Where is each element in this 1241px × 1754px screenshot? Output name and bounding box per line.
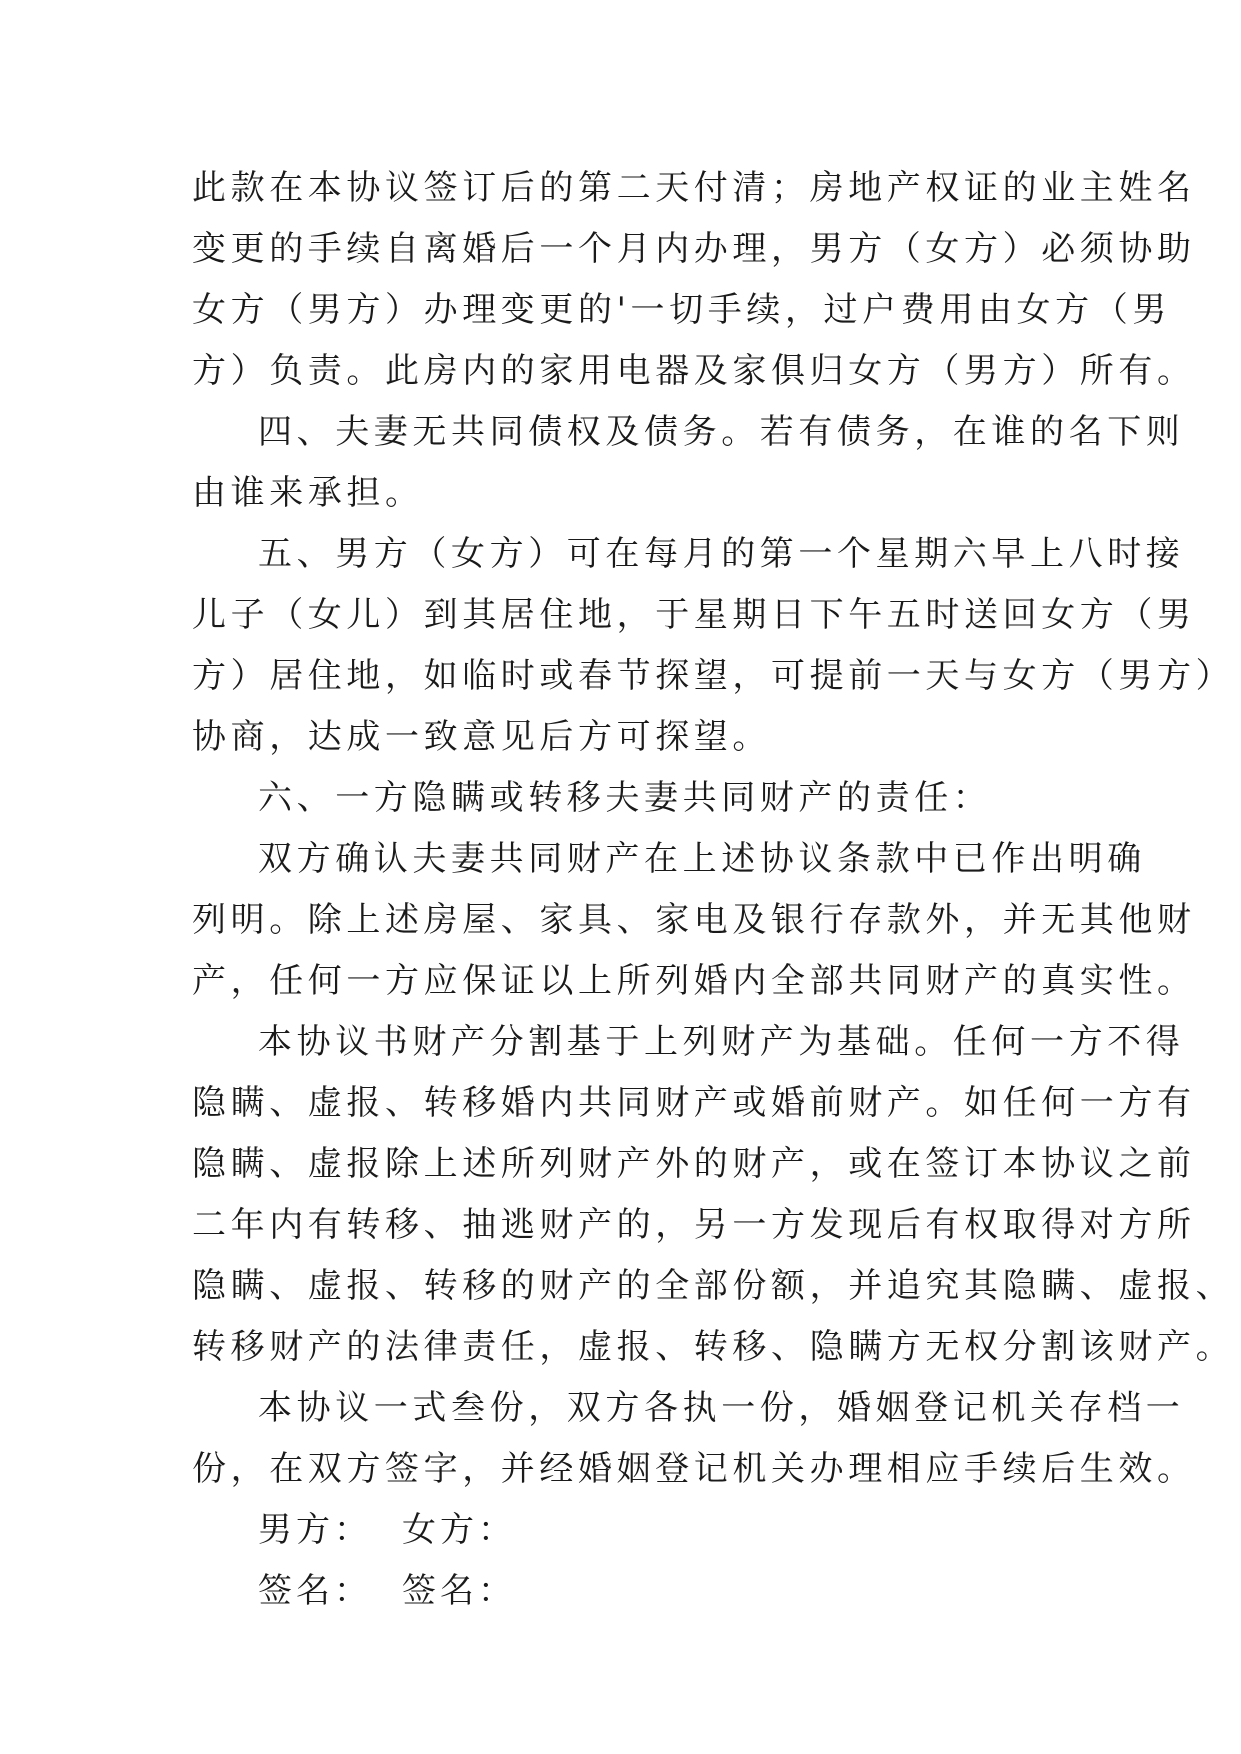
document-page — [192, 158, 1235, 1622]
text-line: 隐瞒、虚报、转移婚内共同财产或婚前财产。如任何一方有 — [192, 1083, 1196, 1123]
signature-row — [192, 1561, 1058, 1622]
clause-five: 五、男方（女方）可在每月的第一个星期六早上八时接 — [258, 534, 1185, 574]
text-line: 转移财产的法律责任，虚报、转移、隐瞒方无权分割该财产。 — [192, 1327, 1235, 1367]
paragraph-start: 本协议一式叁份，双方各执一份，婚姻登记机关存档一 — [258, 1388, 1185, 1428]
text-line: 隐瞒、虚报除上述所列财产外的财产，或在签订本协议之前 — [192, 1144, 1196, 1184]
text-line: 此款在本协议签订后的第二天付清；房地产权证的业主姓名 — [192, 168, 1196, 208]
text-line: 列明。除上述房屋、家具、家电及银行存款外，并无其他财 — [192, 900, 1196, 940]
text-line: 份，在双方签字，并经婚姻登记机关办理相应手续后生效。 — [192, 1449, 1196, 1489]
male-party-label: 男方： — [258, 1510, 372, 1550]
male-signature-label: 签名： — [258, 1571, 372, 1611]
text-line: 产，任何一方应保证以上所列婚内全部共同财产的真实性。 — [192, 961, 1196, 1001]
text-line: 二年内有转移、抽逃财产的，另一方发现后有权取得对方所 — [192, 1205, 1196, 1245]
text-line: 变更的手续自离婚后一个月内办理，男方（女方）必须协助 — [192, 229, 1196, 269]
text-line: 方）负责。此房内的家用电器及家俱归女方（男方）所有。 — [192, 351, 1196, 391]
clause-six-heading: 六、一方隐瞒或转移夫妻共同财产的责任： — [258, 778, 992, 818]
female-party-label: 女方： — [402, 1510, 516, 1550]
party-labels-row — [192, 1500, 1058, 1561]
clause-four: 四、夫妻无共同债权及债务。若有债务，在谁的名下则 — [258, 412, 1185, 452]
text-line: 隐瞒、虚报、转移的财产的全部份额，并追究其隐瞒、虚报、 — [192, 1266, 1235, 1306]
text-line: 女方（男方）办理变更的'一切手续，过户费用由女方（男 — [192, 290, 1171, 330]
paragraph-start: 双方确认夫妻共同财产在上述协议条款中已作出明确 — [258, 839, 1146, 879]
text-line: 方）居住地，如临时或春节探望，可提前一天与女方（男方） — [192, 656, 1235, 696]
text-line: 儿子（女儿）到其居住地，于星期日下午五时送回女方（男 — [192, 595, 1196, 635]
paragraph-start: 本协议书财产分割基于上列财产为基础。任何一方不得 — [258, 1022, 1185, 1062]
text-line: 由谁来承担。 — [192, 473, 424, 513]
text-line: 协商，达成一致意见后方可探望。 — [192, 717, 771, 757]
female-signature-label: 签名： — [402, 1571, 516, 1611]
